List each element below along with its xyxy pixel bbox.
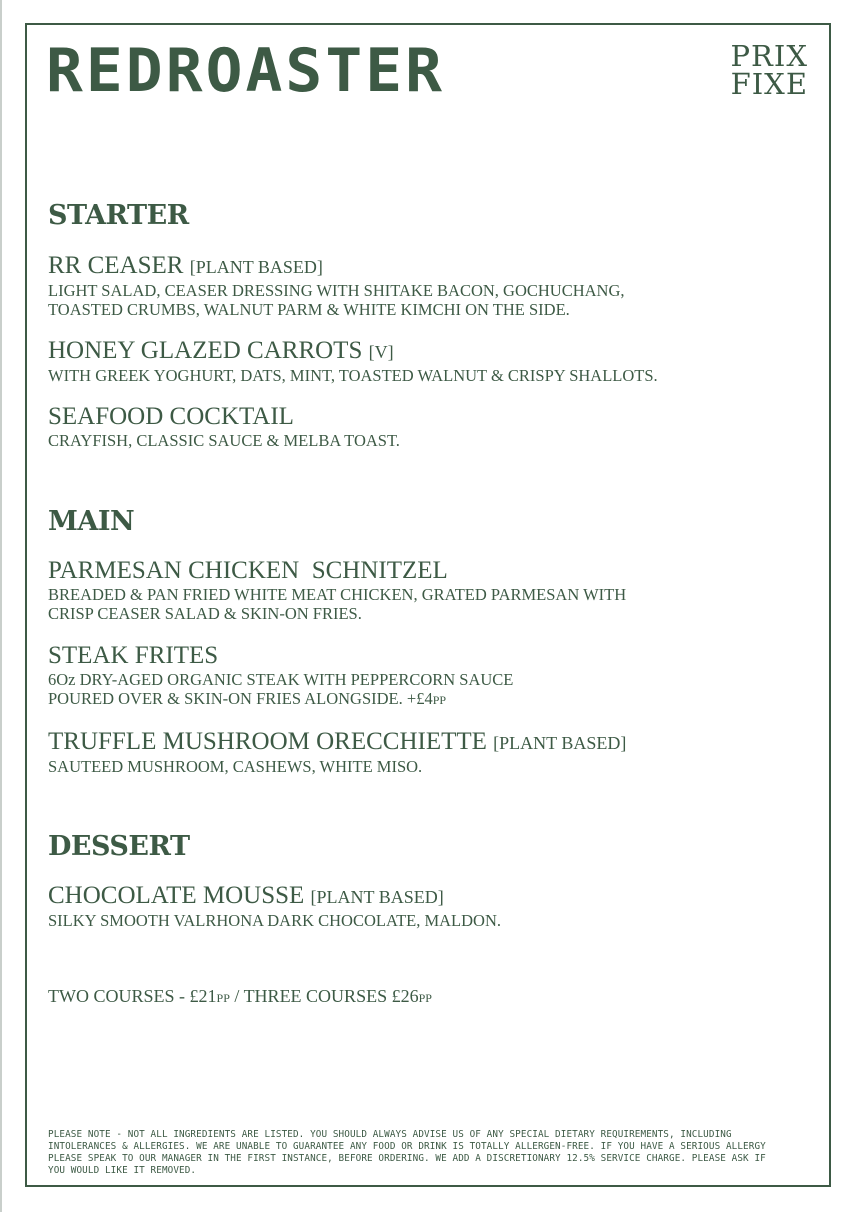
item-tag: [PLANT BASED] <box>189 257 323 277</box>
item-description: CRAYFISH, CLASSIC SAUCE & MELBA TOAST. <box>48 431 400 450</box>
two-course-price: TWO COURSES - £21 <box>48 986 217 1006</box>
menu-item <box>48 254 808 319</box>
item-description-line: 6Oz DRY-AGED ORGANIC STEAK WITH PEPPERCORN SAUCE <box>48 670 514 689</box>
section-title-main: MAIN <box>48 506 135 537</box>
item-description: SILKY SMOOTH VALRHONA DARK CHOCOLATE, MALDON. <box>48 911 502 930</box>
menu-item <box>48 730 808 776</box>
prix-fixe-label <box>730 39 808 101</box>
item-name: PARMESAN CHICKEN SCHNITZEL <box>48 557 448 584</box>
item-tag: [PLANT BASED] <box>310 887 444 907</box>
item-description: BREADED & PAN FRIED WHITE MEAT CHICKEN, GRATED PARMESAN WITH CRISP CEASER SALAD & SKIN-ON FRIES. <box>48 585 627 623</box>
item-name: HONEY GLAZED CARROTS <box>48 337 363 364</box>
menu-item <box>48 405 808 450</box>
item-name: SEAFOOD COCKTAIL <box>48 403 294 430</box>
item-name: RR CEASER <box>48 252 184 279</box>
allergen-disclaimer: PLEASE NOTE - NOT ALL INGREDIENTS ARE LISTED. YOU SHOULD ALWAYS ADVISE US OF ANY SPECIAL DIETARY REQUIREMENTS, INCLUDING INTOLERANCES & ALLERGIES. WE ARE UNABLE TO GUARANTEE ANY FOOD OR DRINK IS TOTALLY ALLERGEN-FREE. IF YOU HAVE A SERIOUS ALLERGY PLEASE SPEAK TO OUR MANAGER IN THE FIRST INSTANCE, BEFORE ORDERING. WE ADD A DISCRETIONARY 12.5% SERVICE CHARGE. PLEASE ASK IF YOU WOULD LIKE IT REMOVED. <box>48 1129 766 1176</box>
section-title-starter: STARTER <box>48 200 189 231</box>
per-person-suffix: PP <box>418 991 432 1005</box>
menu-item <box>48 339 808 385</box>
menu-item <box>48 644 808 710</box>
item-description: LIGHT SALAD, CEASER DRESSING WITH SHITAKE BACON, GOCHUCHANG, TOASTED CRUMBS, WALNUT PARM & WHITE KIMCHI ON THE SIDE. <box>48 281 625 319</box>
item-description <box>48 670 808 710</box>
per-person-suffix: PP <box>216 991 230 1005</box>
section-title-dessert: DESSERT <box>48 831 190 862</box>
item-description: SAUTEED MUSHROOM, CASHEWS, WHITE MISO. <box>48 757 423 776</box>
prix-line: PRIX <box>730 39 808 73</box>
item-name: TRUFFLE MUSHROOM ORECCHIETTE <box>48 728 487 755</box>
course-pricing <box>48 986 432 1007</box>
menu-item <box>48 884 808 930</box>
item-description: WITH GREEK YOGHURT, DATS, MINT, TOASTED WALNUT & CRISPY SHALLOTS. <box>48 366 658 385</box>
page-edge-rule <box>0 0 2 1212</box>
item-tag: [PLANT BASED] <box>493 733 627 753</box>
menu-item <box>48 559 808 623</box>
item-tag: [V] <box>368 342 394 362</box>
fixe-line: FIXE <box>730 67 808 101</box>
per-person-suffix: PP <box>432 693 447 707</box>
item-name: STEAK FRITES <box>48 642 219 669</box>
item-name: CHOCOLATE MOUSSE <box>48 882 305 909</box>
price-separator: / <box>229 986 244 1006</box>
brand-logo: REDROASTER <box>46 36 446 106</box>
item-description-line: POURED OVER & SKIN-ON FRIES ALONGSIDE. +£4 <box>48 689 433 708</box>
three-course-price: THREE COURSES £26 <box>243 986 419 1006</box>
